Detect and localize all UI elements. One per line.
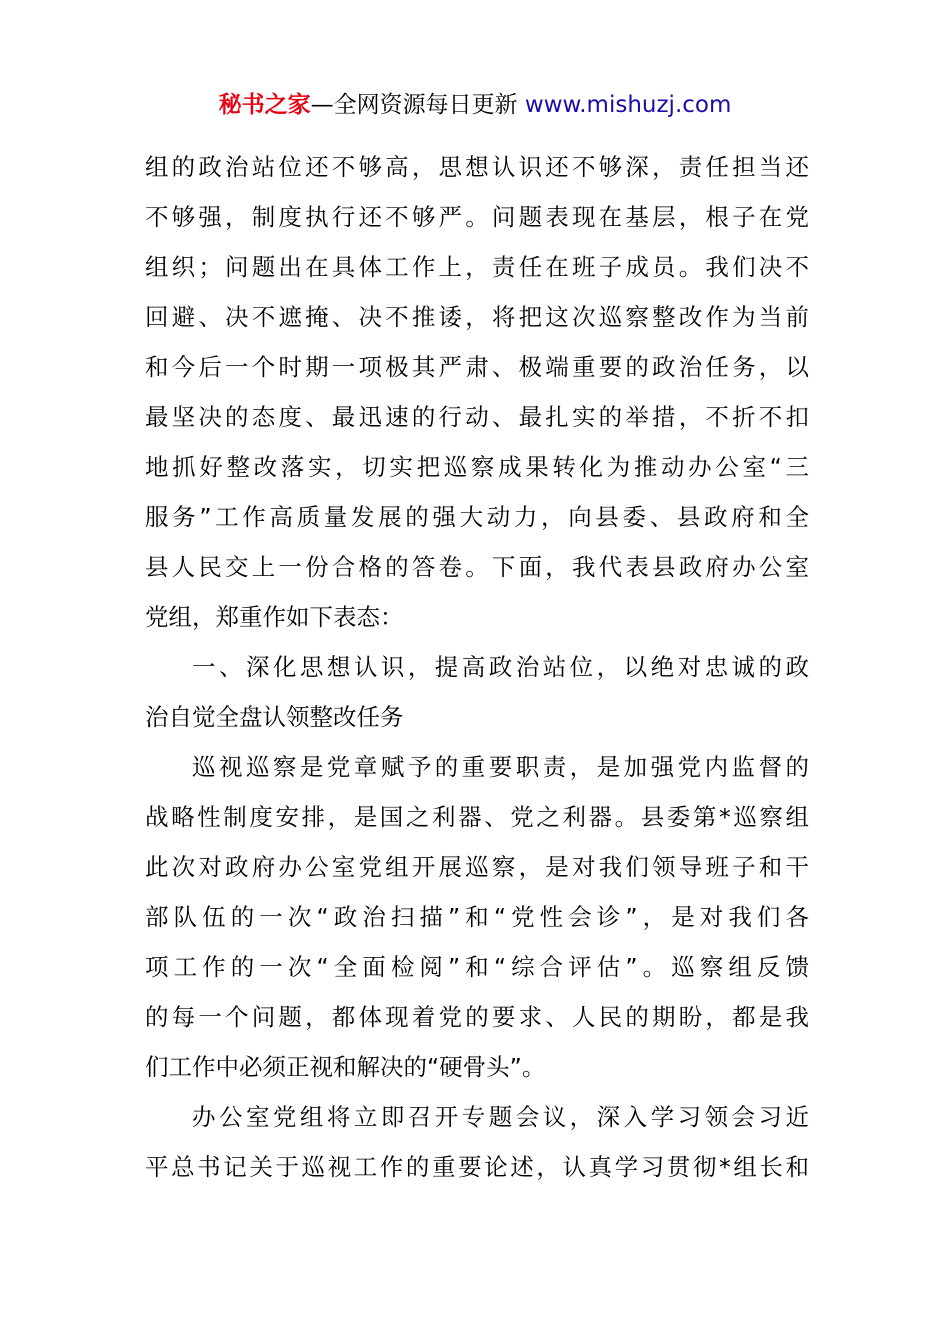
document-body bbox=[145, 142, 809, 1192]
text-line: 部队伍的一次“政治扫描”和“党性会诊”，是对我们各 bbox=[145, 903, 809, 931]
text-line: 项工作的一次“全面检阅”和“综合评估”。巡察组反馈 bbox=[145, 953, 809, 981]
text-line: 不够强，制度执行还不够严。问题表现在基层，根子在党 bbox=[145, 203, 809, 231]
page-header bbox=[0, 88, 950, 122]
text-line: 和今后一个时期一项极其严肃、极端重要的政治任务，以 bbox=[145, 353, 809, 381]
header-tagline: —全网资源每日更新 bbox=[310, 92, 518, 118]
text-line: 们工作中必须正视和解决的“硬骨头”。 bbox=[145, 1053, 546, 1081]
text-line: 党组，郑重作如下表态： bbox=[145, 603, 404, 631]
text-line: 回避、决不遮掩、决不推诿，将把这次巡察整改作为当前 bbox=[145, 303, 809, 331]
text-line: 最坚决的态度、最迅速的行动、最扎实的举措，不折不扣 bbox=[145, 403, 809, 431]
text-line: 平总书记关于巡视工作的重要论述，认真学习贯彻*组长和 bbox=[145, 1153, 809, 1181]
text-line: 战略性制度安排，是国之利器、党之利器。县委第*巡察组 bbox=[145, 803, 809, 831]
text-line: 县人民交上一份合格的答卷。下面，我代表县政府办公室 bbox=[145, 553, 809, 581]
text-line: 组织；问题出在具体工作上，责任在班子成员。我们决不 bbox=[145, 253, 809, 281]
brand-name: 秘书之家 bbox=[218, 92, 311, 118]
text-line: 的每一个问题，都体现着党的要求、人民的期盼，都是我 bbox=[145, 1003, 809, 1031]
text-line: 巡视巡察是党章赋予的重要职责，是加强党内监督的 bbox=[192, 753, 809, 781]
text-line: 此次对政府办公室党组开展巡察，是对我们领导班子和干 bbox=[145, 853, 809, 881]
text-line: 组的政治站位还不够高，思想认识还不够深，责任担当还 bbox=[145, 153, 809, 181]
site-url-link[interactable]: www.mishuzj.com bbox=[517, 92, 732, 118]
section-heading-line: 一、深化思想认识，提高政治站位，以绝对忠诚的政 bbox=[192, 653, 809, 681]
text-line: 服务”工作高质量发展的强大动力，向县委、县政府和全 bbox=[145, 503, 809, 531]
section-heading-line: 治自觉全盘认领整改任务 bbox=[145, 703, 404, 731]
text-line: 地抓好整改落实，切实把巡察成果转化为推动办公室“三 bbox=[145, 453, 809, 481]
text-line: 办公室党组将立即召开专题会议，深入学习领会习近 bbox=[192, 1103, 809, 1131]
